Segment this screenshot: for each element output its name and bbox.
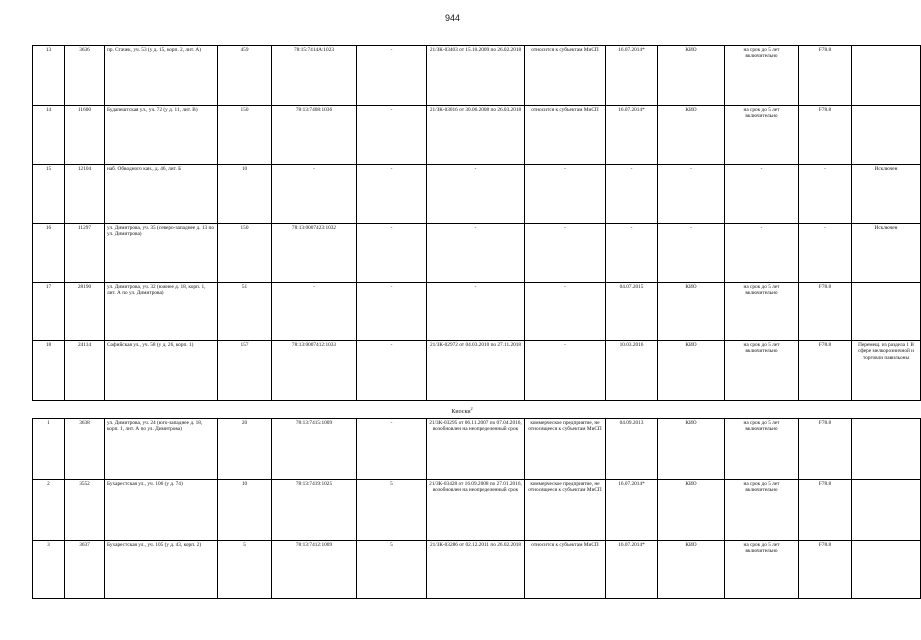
cell-contract: 21/ЗК-03428 от 16.09.2008 по 27.01.2016, возобновлен на неопределенный срок — [427, 480, 525, 541]
section-title-text: Киоски — [451, 409, 471, 415]
cell-num: 2 — [33, 480, 65, 541]
cell-cadastre: 78:13:0007412:1033 — [272, 341, 357, 401]
cell-org: КИО — [658, 106, 725, 165]
cell-date: - — [606, 224, 658, 283]
table-top — [32, 45, 921, 401]
cell-term: на срок до 5 лет включительно — [725, 341, 799, 401]
cell-date: 16.07.2014* — [606, 46, 658, 106]
cell-c5: - — [357, 341, 427, 401]
table-row — [33, 283, 921, 341]
cell-address: пр. Стачек, уч. 53 (у д. 15, корп. 2, лит. А) — [105, 46, 218, 106]
cell-num: 3 — [33, 541, 65, 599]
cell-c5: - — [357, 165, 427, 224]
cell-org: - — [658, 224, 725, 283]
cell-org: КИО — [658, 480, 725, 541]
table-row — [33, 419, 921, 480]
cell-status: коммерческое предприятие, не относящееся к субъектам МиСП — [525, 480, 606, 541]
cell-rate: F78.8 — [799, 341, 852, 401]
cell-cadastre: 78:13:7408:1036 — [272, 106, 357, 165]
cell-area: 5 — [218, 541, 272, 599]
cell-note: Исключен — [852, 165, 921, 224]
cell-org: КИО — [658, 46, 725, 106]
table-row — [33, 106, 921, 165]
cell-date: 04.07.2015 — [606, 283, 658, 341]
cell-c5: 5 — [357, 480, 427, 541]
cell-rate: - — [799, 165, 852, 224]
cell-num: 13 — [33, 46, 65, 106]
section-title — [32, 406, 892, 415]
cell-address: Будапештская ул., уч. 72 (у д. 11, лит. В) — [105, 106, 218, 165]
cell-cadastre: 78:13:7412:1009 — [272, 541, 357, 599]
cell-status: - — [525, 224, 606, 283]
cell-cadastre: - — [272, 165, 357, 224]
cell-rate: F78.8 — [799, 480, 852, 541]
cell-org: КИО — [658, 419, 725, 480]
cell-term: на срок до 5 лет включительно — [725, 419, 799, 480]
cell-area: 157 — [218, 341, 272, 401]
cell-note: Перемещ. из раздела 1 В сфере мелкорозничной и торговли павильоны — [852, 341, 921, 401]
cell-note — [852, 46, 921, 106]
cell-term: на срок до 5 лет включительно — [725, 283, 799, 341]
cell-term: - — [725, 165, 799, 224]
cell-code: 12104 — [65, 165, 105, 224]
table-row — [33, 224, 921, 283]
cell-rate: F78.8 — [799, 46, 852, 106]
table-row — [33, 541, 921, 599]
table-top-body — [33, 46, 921, 401]
cell-contract: - — [427, 224, 525, 283]
cell-contract: - — [427, 165, 525, 224]
cell-cadastre: 78:13:7419:1025 — [272, 480, 357, 541]
cell-code: 3637 — [65, 541, 105, 599]
cell-status: коммерческое предприятие, не относящееся к субъектам МиСП — [525, 419, 606, 480]
cell-area: 51 — [218, 283, 272, 341]
cell-c5: - — [357, 419, 427, 480]
cell-note — [852, 541, 921, 599]
cell-code: 24114 — [65, 341, 105, 401]
cell-area: 150 — [218, 106, 272, 165]
cell-org: КИО — [658, 541, 725, 599]
cell-status: относится к субъектам МиСП — [525, 46, 606, 106]
cell-num: 18 — [33, 341, 65, 401]
table-bottom — [32, 418, 921, 599]
cell-address: Бухарестская ул., уч. 106 (у д. 74) — [105, 480, 218, 541]
cell-term: на срок до 5 лет включительно — [725, 106, 799, 165]
cell-c5: - — [357, 46, 427, 106]
cell-contract: 21/ЗК-02972 от 04.03.2010 по 27.11.2018 — [427, 341, 525, 401]
cell-org: КИО — [658, 341, 725, 401]
cell-cadastre: - — [272, 283, 357, 341]
cell-address: Софийская ул., уч. 58 (у д. 26, корп. 1) — [105, 341, 218, 401]
page-number: 944 — [444, 13, 461, 23]
cell-status: - — [525, 283, 606, 341]
cell-date: 10.03.2016 — [606, 341, 658, 401]
cell-term: на срок до 5 лет включительно — [725, 541, 799, 599]
table-row — [33, 341, 921, 401]
cell-term: на срок до 5 лет включительно — [725, 46, 799, 106]
cell-rate: F78.8 — [799, 106, 852, 165]
cell-status: относится к субъектам МиСП — [525, 106, 606, 165]
cell-note: Исключен — [852, 224, 921, 283]
cell-code: 3636 — [65, 46, 105, 106]
cell-c5: - — [357, 283, 427, 341]
cell-contract: - — [427, 283, 525, 341]
cell-address: Бухарестская ул., уч. 105 (у д. 43, корп. 2) — [105, 541, 218, 599]
cell-status: - — [525, 165, 606, 224]
cell-address: ул. Димитрова, уч. 35 (северо-западнее д. 13 по ул. Димитрова) — [105, 224, 218, 283]
cell-c5: - — [357, 224, 427, 283]
cell-num: 15 — [33, 165, 65, 224]
cell-date: 16.07.2014* — [606, 541, 658, 599]
cell-code: 11600 — [65, 106, 105, 165]
cell-num: 17 — [33, 283, 65, 341]
cell-note — [852, 106, 921, 165]
cell-status: - — [525, 341, 606, 401]
cell-area: 10 — [218, 480, 272, 541]
cell-code: 3638 — [65, 419, 105, 480]
cell-note — [852, 480, 921, 541]
cell-rate: F78.8 — [799, 283, 852, 341]
cell-num: 16 — [33, 224, 65, 283]
cell-contract: 21/ЗК-03286 от 02.12.2011 по 26.02.2018 — [427, 541, 525, 599]
cell-date: 04.09.2013 — [606, 419, 658, 480]
cell-term: на срок до 5 лет включительно — [725, 480, 799, 541]
cell-area: 10 — [218, 165, 272, 224]
cell-c5: 5 — [357, 541, 427, 599]
section-note-marker: 2 — [470, 406, 473, 411]
cell-num: 1 — [33, 419, 65, 480]
cell-address: ул. Димитрова, уч. 32 (южнее д. 18, корп. 1, лит. А по ул. Димитрова) — [105, 283, 218, 341]
cell-area: 459 — [218, 46, 272, 106]
cell-address: наб. Обводного кан., д. 46, лит. Б — [105, 165, 218, 224]
cell-rate: F78.8 — [799, 419, 852, 480]
cell-code: 3552 — [65, 480, 105, 541]
cell-date: 16.07.2014* — [606, 480, 658, 541]
cell-address: ул. Димитрова, уч. 24 (юго-западнее д. 18, корп. 1, лит. А по ул. Димитрова) — [105, 419, 218, 480]
cell-code: 11297 — [65, 224, 105, 283]
cell-area: 20 — [218, 419, 272, 480]
cell-cadastre: 78:13:0007423:1032 — [272, 224, 357, 283]
cell-contract: 21/ЗК-03016 от 30.06.2008 по 26.03.2018 — [427, 106, 525, 165]
cell-code: 28190 — [65, 283, 105, 341]
cell-note — [852, 283, 921, 341]
table-row — [33, 480, 921, 541]
cell-org: КИО — [658, 283, 725, 341]
cell-term: - — [725, 224, 799, 283]
cell-c5: - — [357, 106, 427, 165]
table-bottom-body — [33, 419, 921, 599]
cell-num: 14 — [33, 106, 65, 165]
cell-org: - — [658, 165, 725, 224]
cell-date: 16.07.2014* — [606, 106, 658, 165]
cell-cadastre: 78:15:7414А:1023 — [272, 46, 357, 106]
cell-contract: 21/ЗК-03295 от 06.11.2007 по 07.04.2016, возобновлен на неопределенный срок — [427, 419, 525, 480]
cell-contract: 21/ЗК-03403 от 15.10.2009 по 26.02.2018 — [427, 46, 525, 106]
cell-note — [852, 419, 921, 480]
table-row — [33, 46, 921, 106]
cell-rate: F78.8 — [799, 541, 852, 599]
cell-rate: - — [799, 224, 852, 283]
cell-date: - — [606, 165, 658, 224]
cell-status: относится к субъектам МиСП — [525, 541, 606, 599]
cell-area: 150 — [218, 224, 272, 283]
table-row — [33, 165, 921, 224]
cell-cadastre: 78:13:7415:1009 — [272, 419, 357, 480]
